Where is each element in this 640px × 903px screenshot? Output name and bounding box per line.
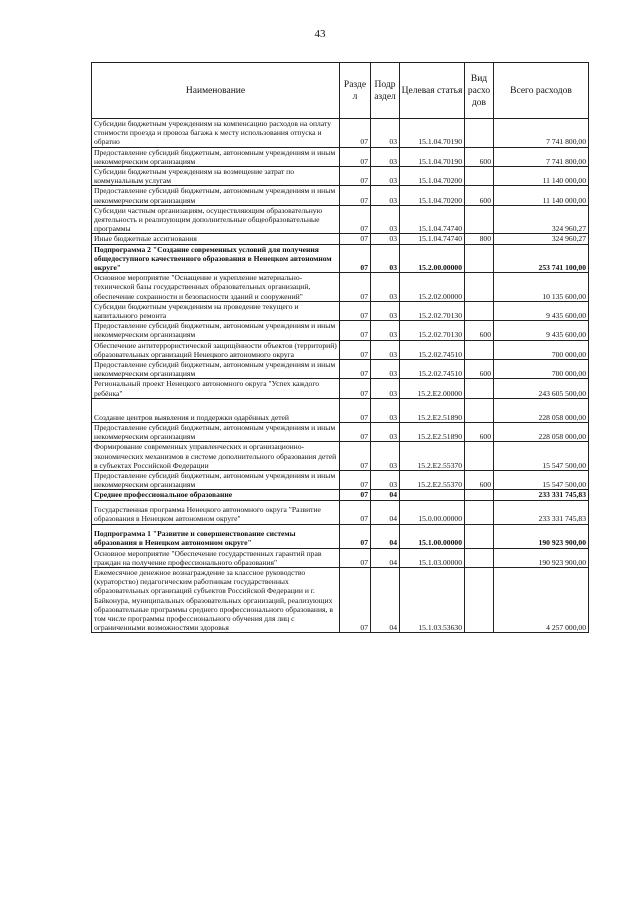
row-subsection: 03 bbox=[371, 422, 400, 441]
row-target: 15.2.E2.55370 bbox=[400, 470, 465, 489]
row-name: Ежемесячное денежное вознаграждение за классное руководство (кураторство) педагогическим работникам государственных образовательных организаций субъектов Российской Федерации и г. Байконура, муниципальных образовательных организаций, реализующих образовательные программы среднего профессионального образования, в том числе программы профессионального обучения для лиц с ограниченными возможностями здоровья bbox=[92, 567, 340, 632]
row-amount: 324 960,27 bbox=[494, 234, 589, 244]
row-section: 07 bbox=[340, 490, 371, 500]
row-subsection: 04 bbox=[371, 548, 400, 567]
row-amount: 4 257 000,00 bbox=[494, 567, 589, 632]
row-subsection: 03 bbox=[371, 205, 400, 234]
row-target: 15.1.03.53630 bbox=[400, 567, 465, 632]
table-row bbox=[92, 398, 589, 422]
row-amount: 233 331 745,83 bbox=[494, 490, 589, 500]
row-name: Формирование современных управленческих и организационно-экономических механизмов в системе дополнительного образования детей в субъектах Российской Федерации bbox=[92, 442, 340, 471]
table-row bbox=[92, 244, 589, 273]
row-type bbox=[465, 273, 494, 302]
table-row bbox=[92, 500, 589, 524]
row-target: 15.1.04.70200 bbox=[400, 186, 465, 205]
row-section: 07 bbox=[340, 234, 371, 244]
budget-table bbox=[91, 62, 589, 633]
row-subsection: 03 bbox=[371, 379, 400, 398]
row-type bbox=[465, 500, 494, 524]
row-type bbox=[465, 301, 494, 320]
row-amount: 324 960,27 bbox=[494, 205, 589, 234]
row-amount: 9 435 600,00 bbox=[494, 321, 589, 340]
row-subsection: 04 bbox=[371, 524, 400, 548]
row-section: 07 bbox=[340, 119, 371, 148]
table-row bbox=[92, 119, 589, 148]
row-target bbox=[400, 490, 465, 500]
table-header bbox=[92, 63, 589, 119]
row-subsection: 03 bbox=[371, 442, 400, 471]
row-target: 15.2.02.70130 bbox=[400, 301, 465, 320]
row-type bbox=[465, 548, 494, 567]
row-section: 07 bbox=[340, 244, 371, 273]
table-row bbox=[92, 273, 589, 302]
row-name: Среднее профессиональное образование bbox=[92, 490, 340, 500]
row-type bbox=[465, 379, 494, 398]
row-amount: 9 435 600,00 bbox=[494, 301, 589, 320]
row-subsection: 03 bbox=[371, 234, 400, 244]
row-target: 15.2.E2.51890 bbox=[400, 422, 465, 441]
row-subsection: 04 bbox=[371, 567, 400, 632]
row-name: Региональный проект Ненецкого автономного округа "Успех каждого ребёнка" bbox=[92, 379, 340, 398]
row-section: 07 bbox=[340, 301, 371, 320]
table-row bbox=[92, 524, 589, 548]
row-name: Субсидии частным организациям, осуществляющим образовательную деятельность и реализующим дополнительные общеобразовательные программы bbox=[92, 205, 340, 234]
table-row bbox=[92, 167, 589, 186]
row-section: 07 bbox=[340, 321, 371, 340]
row-name: Подпрограмма 1 "Развитие и совершенствование системы образования в Ненецком автономном округе" bbox=[92, 524, 340, 548]
row-section: 07 bbox=[340, 273, 371, 302]
row-subsection: 03 bbox=[371, 273, 400, 302]
row-section: 07 bbox=[340, 500, 371, 524]
page-number: 43 bbox=[314, 28, 326, 40]
row-target: 15.2.E2.55370 bbox=[400, 442, 465, 471]
table-row bbox=[92, 379, 589, 398]
row-name: Субсидии бюджетным учреждениям на компенсацию расходов на оплату стоимости проезда и провоза багажа к месту использования отпуска и обратно bbox=[92, 119, 340, 148]
row-amount: 243 605 500,00 bbox=[494, 379, 589, 398]
row-subsection: 04 bbox=[371, 490, 400, 500]
row-amount: 253 741 100,00 bbox=[494, 244, 589, 273]
row-name: Предоставление субсидий бюджетным, автономным учреждениям и иным некоммерческим организациям bbox=[92, 147, 340, 166]
table-row bbox=[92, 360, 589, 379]
table-row bbox=[92, 234, 589, 244]
row-type: 600 bbox=[465, 470, 494, 489]
row-name: Предоставление субсидий бюджетным, автономным учреждениям и иным некоммерческим организациям bbox=[92, 186, 340, 205]
row-amount: 700 000,00 bbox=[494, 340, 589, 359]
row-subsection: 03 bbox=[371, 167, 400, 186]
table-row bbox=[92, 321, 589, 340]
row-section: 07 bbox=[340, 422, 371, 441]
row-target: 15.1.04.70200 bbox=[400, 167, 465, 186]
row-name: Предоставление субсидий бюджетным, автономным учреждениям и иным некоммерческим организациям bbox=[92, 321, 340, 340]
row-target: 15.1.04.74740 bbox=[400, 234, 465, 244]
row-subsection: 03 bbox=[371, 321, 400, 340]
row-amount: 190 923 900,00 bbox=[494, 524, 589, 548]
row-target: 15.2.E2.00000 bbox=[400, 379, 465, 398]
row-amount: 15 547 500,00 bbox=[494, 470, 589, 489]
table-row bbox=[92, 422, 589, 441]
table-row bbox=[92, 147, 589, 166]
row-type bbox=[465, 205, 494, 234]
row-subsection: 03 bbox=[371, 398, 400, 422]
row-type bbox=[465, 167, 494, 186]
table-row bbox=[92, 301, 589, 320]
row-section: 07 bbox=[340, 398, 371, 422]
row-target: 15.2.00.00000 bbox=[400, 244, 465, 273]
row-target: 15.2.02.74510 bbox=[400, 340, 465, 359]
row-amount: 11 140 000,00 bbox=[494, 167, 589, 186]
row-subsection: 03 bbox=[371, 470, 400, 489]
row-type bbox=[465, 398, 494, 422]
header-type: Вид расхо дов bbox=[465, 63, 494, 119]
row-section: 07 bbox=[340, 167, 371, 186]
row-amount: 700 000,00 bbox=[494, 360, 589, 379]
header-total: Всего расходов bbox=[494, 63, 589, 119]
row-name: Предоставление субсидий бюджетным, автономным учреждениям и иным некоммерческим организациям bbox=[92, 470, 340, 489]
row-name: Подпрограмма 2 "Создание современных условий для получения общедоступного качественного образования в Ненецком автономном округе" bbox=[92, 244, 340, 273]
table-row bbox=[92, 205, 589, 234]
row-type bbox=[465, 490, 494, 500]
row-type: 600 bbox=[465, 147, 494, 166]
row-amount: 15 547 500,00 bbox=[494, 442, 589, 471]
row-target: 15.1.03.00000 bbox=[400, 548, 465, 567]
row-target: 15.1.04.70190 bbox=[400, 119, 465, 148]
table-row bbox=[92, 442, 589, 471]
header-target: Целевая статья bbox=[400, 63, 465, 119]
row-name: Предоставление субсидий бюджетным, автономным учреждениям и иным некоммерческим организациям bbox=[92, 422, 340, 441]
row-section: 07 bbox=[340, 567, 371, 632]
row-type bbox=[465, 567, 494, 632]
row-type: 600 bbox=[465, 186, 494, 205]
table-row bbox=[92, 567, 589, 632]
row-section: 07 bbox=[340, 340, 371, 359]
row-amount: 7 741 800,00 bbox=[494, 119, 589, 148]
row-subsection: 03 bbox=[371, 360, 400, 379]
row-section: 07 bbox=[340, 205, 371, 234]
row-section: 07 bbox=[340, 470, 371, 489]
header-name: Наименование bbox=[92, 63, 340, 119]
row-type bbox=[465, 442, 494, 471]
row-target: 15.2.02.00000 bbox=[400, 273, 465, 302]
row-name: Основное мероприятие "Оснащение и укрепление материально-технической базы государственных образовательных организаций, обеспечение сохранности и безопасности зданий и сооружений" bbox=[92, 273, 340, 302]
row-subsection: 04 bbox=[371, 500, 400, 524]
row-subsection: 03 bbox=[371, 119, 400, 148]
row-subsection: 03 bbox=[371, 340, 400, 359]
row-name: Субсидии бюджетным учреждениям на возмещение затрат по коммунальным услугам bbox=[92, 167, 340, 186]
row-name: Государственная программа Ненецкого автономного округа "Развитие образования в Ненецком автономном округе" bbox=[92, 500, 340, 524]
row-section: 07 bbox=[340, 147, 371, 166]
row-target: 15.2.02.70130 bbox=[400, 321, 465, 340]
row-subsection: 03 bbox=[371, 186, 400, 205]
row-amount: 233 331 745,83 bbox=[494, 500, 589, 524]
row-subsection: 03 bbox=[371, 147, 400, 166]
row-amount: 228 058 000,00 bbox=[494, 422, 589, 441]
row-type bbox=[465, 340, 494, 359]
header-section: Разде л bbox=[340, 63, 371, 119]
row-name: Обеспечение антитеррористической защищённости объектов (территорий) образовательных организаций Ненецкого автономного округа bbox=[92, 340, 340, 359]
table-body bbox=[92, 119, 589, 633]
row-name: Субсидии бюджетным учреждениям на проведение текущего и капитального ремонта bbox=[92, 301, 340, 320]
row-target: 15.1.04.70190 bbox=[400, 147, 465, 166]
table-row bbox=[92, 186, 589, 205]
row-target: 15.2.02.74510 bbox=[400, 360, 465, 379]
row-section: 07 bbox=[340, 360, 371, 379]
table-row bbox=[92, 490, 589, 500]
row-target: 15.1.04.74740 bbox=[400, 205, 465, 234]
row-section: 07 bbox=[340, 379, 371, 398]
row-subsection: 03 bbox=[371, 301, 400, 320]
header-subsection: Подр аздел bbox=[371, 63, 400, 119]
row-subsection: 03 bbox=[371, 244, 400, 273]
row-amount: 10 135 600,00 bbox=[494, 273, 589, 302]
row-target: 15.2.E2.51890 bbox=[400, 398, 465, 422]
row-type: 800 bbox=[465, 234, 494, 244]
row-type: 600 bbox=[465, 321, 494, 340]
row-name: Основное мероприятие "Обеспечение государственных гарантий прав граждан на получение профессионального образования" bbox=[92, 548, 340, 567]
row-target: 15.0.00.00000 bbox=[400, 500, 465, 524]
row-amount: 7 741 800,00 bbox=[494, 147, 589, 166]
row-section: 07 bbox=[340, 524, 371, 548]
table-row bbox=[92, 470, 589, 489]
table-row bbox=[92, 548, 589, 567]
row-type bbox=[465, 524, 494, 548]
row-type: 600 bbox=[465, 422, 494, 441]
row-type: 600 bbox=[465, 360, 494, 379]
row-section: 07 bbox=[340, 186, 371, 205]
row-amount: 190 923 900,00 bbox=[494, 548, 589, 567]
row-type bbox=[465, 119, 494, 148]
row-name: Создание центров выявления и поддержки одарённых детей bbox=[92, 398, 340, 422]
row-amount: 11 140 000,00 bbox=[494, 186, 589, 205]
table-row bbox=[92, 340, 589, 359]
row-amount: 228 058 000,00 bbox=[494, 398, 589, 422]
row-name: Иные бюджетные ассигнования bbox=[92, 234, 340, 244]
row-target: 15.1.00.00000 bbox=[400, 524, 465, 548]
row-name: Предоставление субсидий бюджетным, автономным учреждениям и иным некоммерческим организациям bbox=[92, 360, 340, 379]
row-section: 07 bbox=[340, 442, 371, 471]
row-section: 07 bbox=[340, 548, 371, 567]
row-type bbox=[465, 244, 494, 273]
